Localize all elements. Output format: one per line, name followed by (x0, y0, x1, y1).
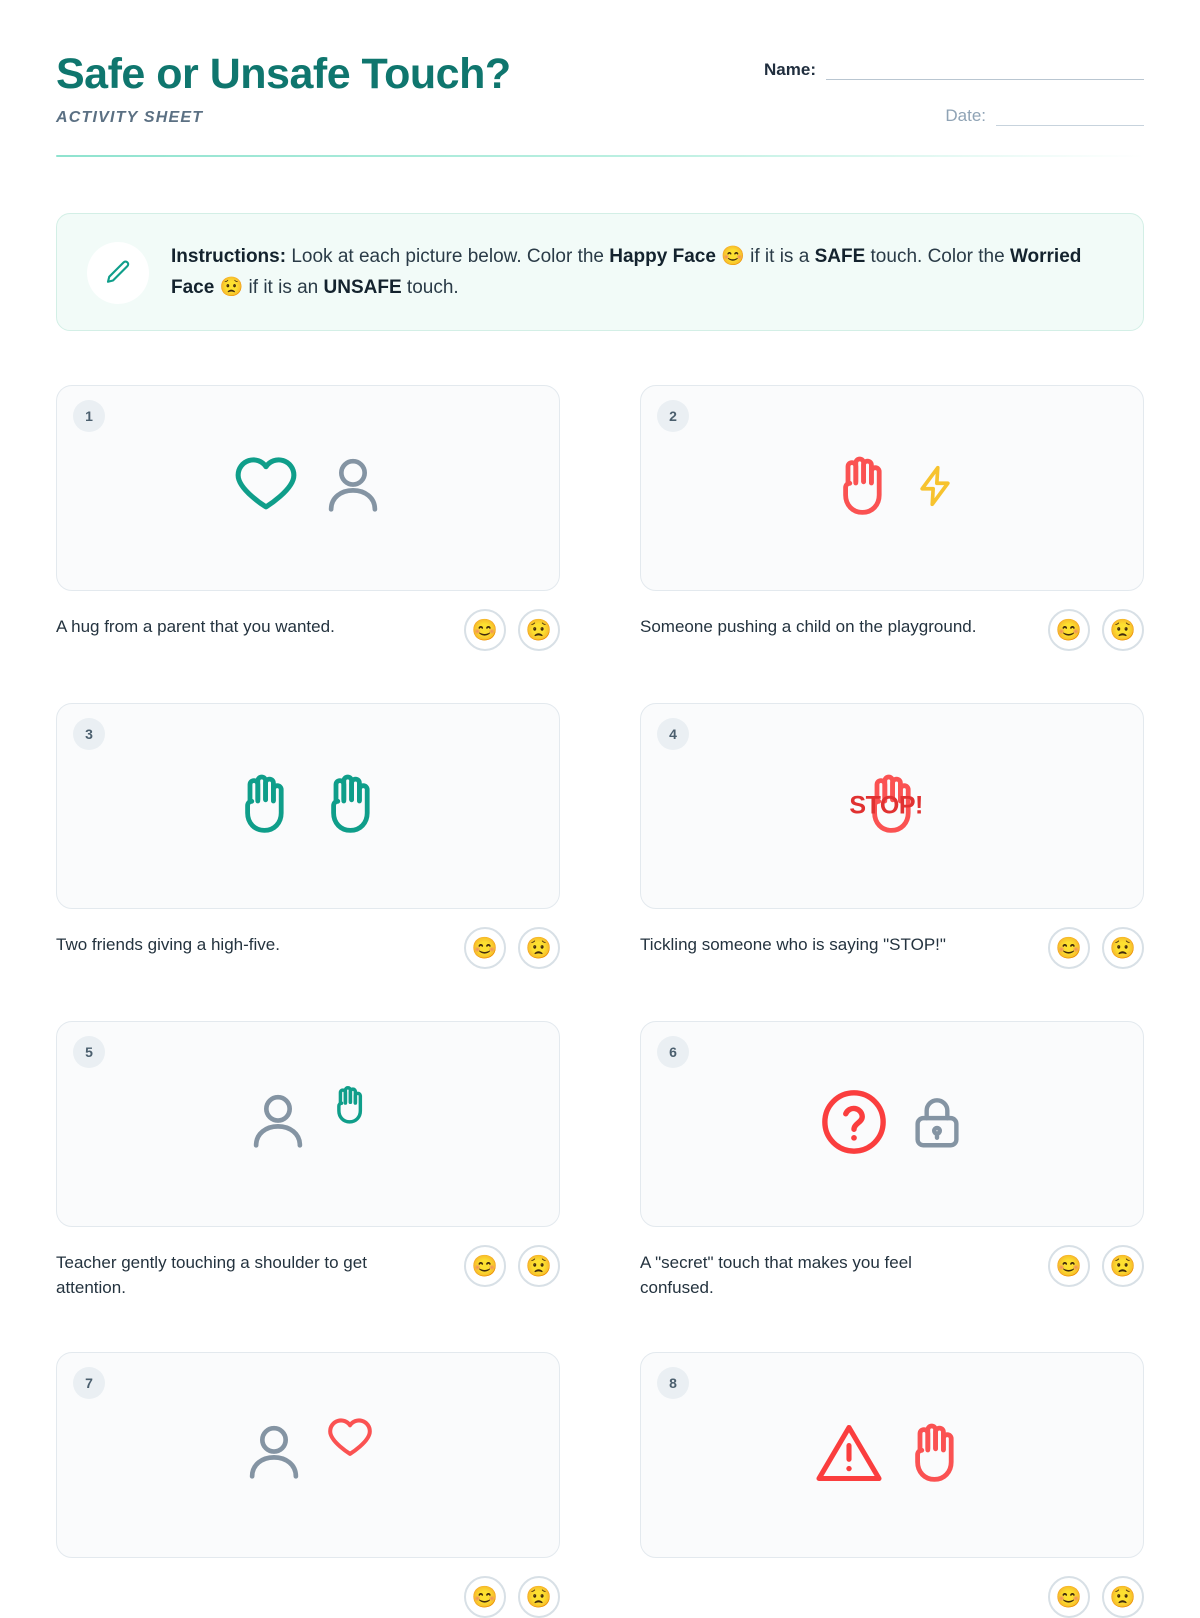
bolt-icon (913, 458, 957, 519)
happy-face-option[interactable]: 😊 (1048, 1245, 1090, 1287)
hand-icon (827, 450, 899, 527)
picture-box (56, 1021, 560, 1227)
illustration-person-and-heart (239, 1412, 377, 1499)
instructions-part5: touch. (401, 276, 459, 298)
item-caption-row (56, 927, 560, 969)
illustration-hand-and-bolt (827, 450, 957, 527)
page-subtitle: ACTIVITY SHEET (56, 109, 204, 127)
happy-face-option[interactable]: 😊 (1048, 927, 1090, 969)
picture-box (56, 385, 560, 591)
answer-faces (1048, 1245, 1144, 1287)
happy-face-option[interactable]: 😊 (464, 1245, 506, 1287)
instructions-panel (56, 213, 1144, 331)
worried-face-option[interactable]: 😟 (518, 1576, 560, 1618)
person-icon (243, 1084, 313, 1165)
item-caption-row (640, 1576, 1144, 1618)
item-caption-row (56, 1245, 560, 1300)
item-number-badge: 3 (73, 718, 105, 750)
happy-face-option[interactable]: 😊 (464, 609, 506, 651)
item-caption-row (640, 927, 1144, 969)
happy-face-option[interactable]: 😊 (464, 927, 506, 969)
lock-icon (906, 1091, 968, 1158)
illustration-heart-and-person (228, 448, 388, 529)
item-caption-row (56, 609, 560, 651)
answer-faces (1048, 1576, 1144, 1618)
instructions-label: Instructions: (171, 246, 287, 268)
activity-item (56, 385, 560, 651)
picture-box (56, 1352, 560, 1558)
hand-icon (899, 1417, 971, 1494)
item-caption: Someone pushing a child on the playground. (640, 617, 977, 637)
item-caption: Tickling someone who is saying "STOP!" (640, 935, 946, 955)
date-input-line[interactable] (996, 109, 1144, 126)
name-label: Name: (764, 60, 816, 79)
hand-icon (327, 1082, 373, 1133)
answer-faces (464, 1576, 560, 1618)
date-label: Date: (945, 106, 986, 125)
happy-face-option[interactable]: 😊 (1048, 609, 1090, 651)
safe-label: SAFE (814, 246, 866, 268)
heart-icon (228, 448, 304, 529)
worried-face-emoji: 😟 (219, 276, 244, 298)
page-header (56, 48, 1144, 127)
item-caption: A hug from a parent that you wanted. (56, 617, 335, 637)
name-input-line[interactable] (826, 63, 1144, 80)
item-number-badge: 2 (657, 400, 689, 432)
picture-box (56, 703, 560, 909)
hand-icon (315, 768, 387, 845)
picture-box (640, 703, 1144, 909)
illustration-warning-and-hand (813, 1417, 971, 1494)
activity-item (640, 1021, 1144, 1300)
worried-face-option[interactable]: 😟 (1102, 927, 1144, 969)
illustration-hand-with-stop-text (849, 768, 928, 845)
activity-item (640, 1352, 1144, 1618)
warning-triangle-icon (813, 1417, 885, 1494)
illustration-two-hands (229, 768, 387, 845)
answer-faces (1048, 927, 1144, 969)
happy-face-label: Happy Face (609, 246, 716, 268)
student-meta-block (724, 48, 1144, 126)
item-caption-row (640, 609, 1144, 651)
pencil-icon (87, 242, 149, 304)
activity-item (640, 385, 1144, 651)
instructions-text (171, 240, 1113, 304)
instructions-part3: touch. Color the (865, 246, 1010, 268)
activity-item (56, 1352, 560, 1618)
header-divider (56, 155, 1144, 157)
hand-icon (229, 768, 301, 845)
instructions-part4: if it is an (243, 276, 324, 298)
worried-face-label: Worried Face (171, 246, 1082, 298)
item-caption-row (56, 1576, 560, 1618)
worried-face-option[interactable]: 😟 (1102, 1576, 1144, 1618)
happy-face-emoji: 😊 (721, 246, 745, 268)
activity-grid (56, 385, 1144, 1618)
activity-item (640, 703, 1144, 969)
item-number-badge: 7 (73, 1367, 105, 1399)
item-caption: Teacher gently touching a shoulder to get attention. (56, 1253, 367, 1297)
page-title: Safe or Unsafe Touch? (56, 50, 511, 98)
answer-faces (464, 927, 560, 969)
worried-face-option[interactable]: 😟 (518, 927, 560, 969)
activity-item (56, 703, 560, 969)
illustration-question-and-lock (816, 1084, 968, 1165)
item-caption: A "secret" touch that makes you feel confused. (640, 1253, 912, 1297)
instructions-part2: if it is a (744, 246, 815, 268)
worried-face-option[interactable]: 😟 (1102, 609, 1144, 651)
activity-item (56, 1021, 560, 1300)
picture-box (640, 1021, 1144, 1227)
question-mark-icon (816, 1084, 892, 1165)
date-field-row (724, 106, 1144, 126)
worried-face-option[interactable]: 😟 (1102, 1245, 1144, 1287)
person-icon (318, 448, 388, 529)
item-number-badge: 5 (73, 1036, 105, 1068)
item-number-badge: 4 (657, 718, 689, 750)
name-field-row (724, 60, 1144, 80)
title-block (56, 48, 511, 127)
instructions-part1: Look at each picture below. Color the (286, 246, 610, 268)
picture-box (640, 1352, 1144, 1558)
happy-face-option[interactable]: 😊 (1048, 1576, 1090, 1618)
item-number-badge: 8 (657, 1367, 689, 1399)
answer-faces (464, 609, 560, 651)
item-caption: Two friends giving a high-five. (56, 935, 280, 955)
stop-text-overlay: STOP! (849, 791, 923, 820)
item-caption-row (640, 1245, 1144, 1300)
answer-faces (464, 1245, 560, 1287)
unsafe-label: UNSAFE (323, 276, 402, 298)
answer-faces (1048, 609, 1144, 651)
happy-face-option[interactable]: 😊 (464, 1576, 506, 1618)
illustration-person-and-hand (243, 1082, 373, 1167)
item-number-badge: 1 (73, 400, 105, 432)
picture-box (640, 385, 1144, 591)
person-icon (239, 1415, 309, 1496)
item-number-badge: 6 (657, 1036, 689, 1068)
worried-face-option[interactable]: 😟 (518, 609, 560, 651)
heart-icon (323, 1412, 377, 1471)
worried-face-option[interactable]: 😟 (518, 1245, 560, 1287)
